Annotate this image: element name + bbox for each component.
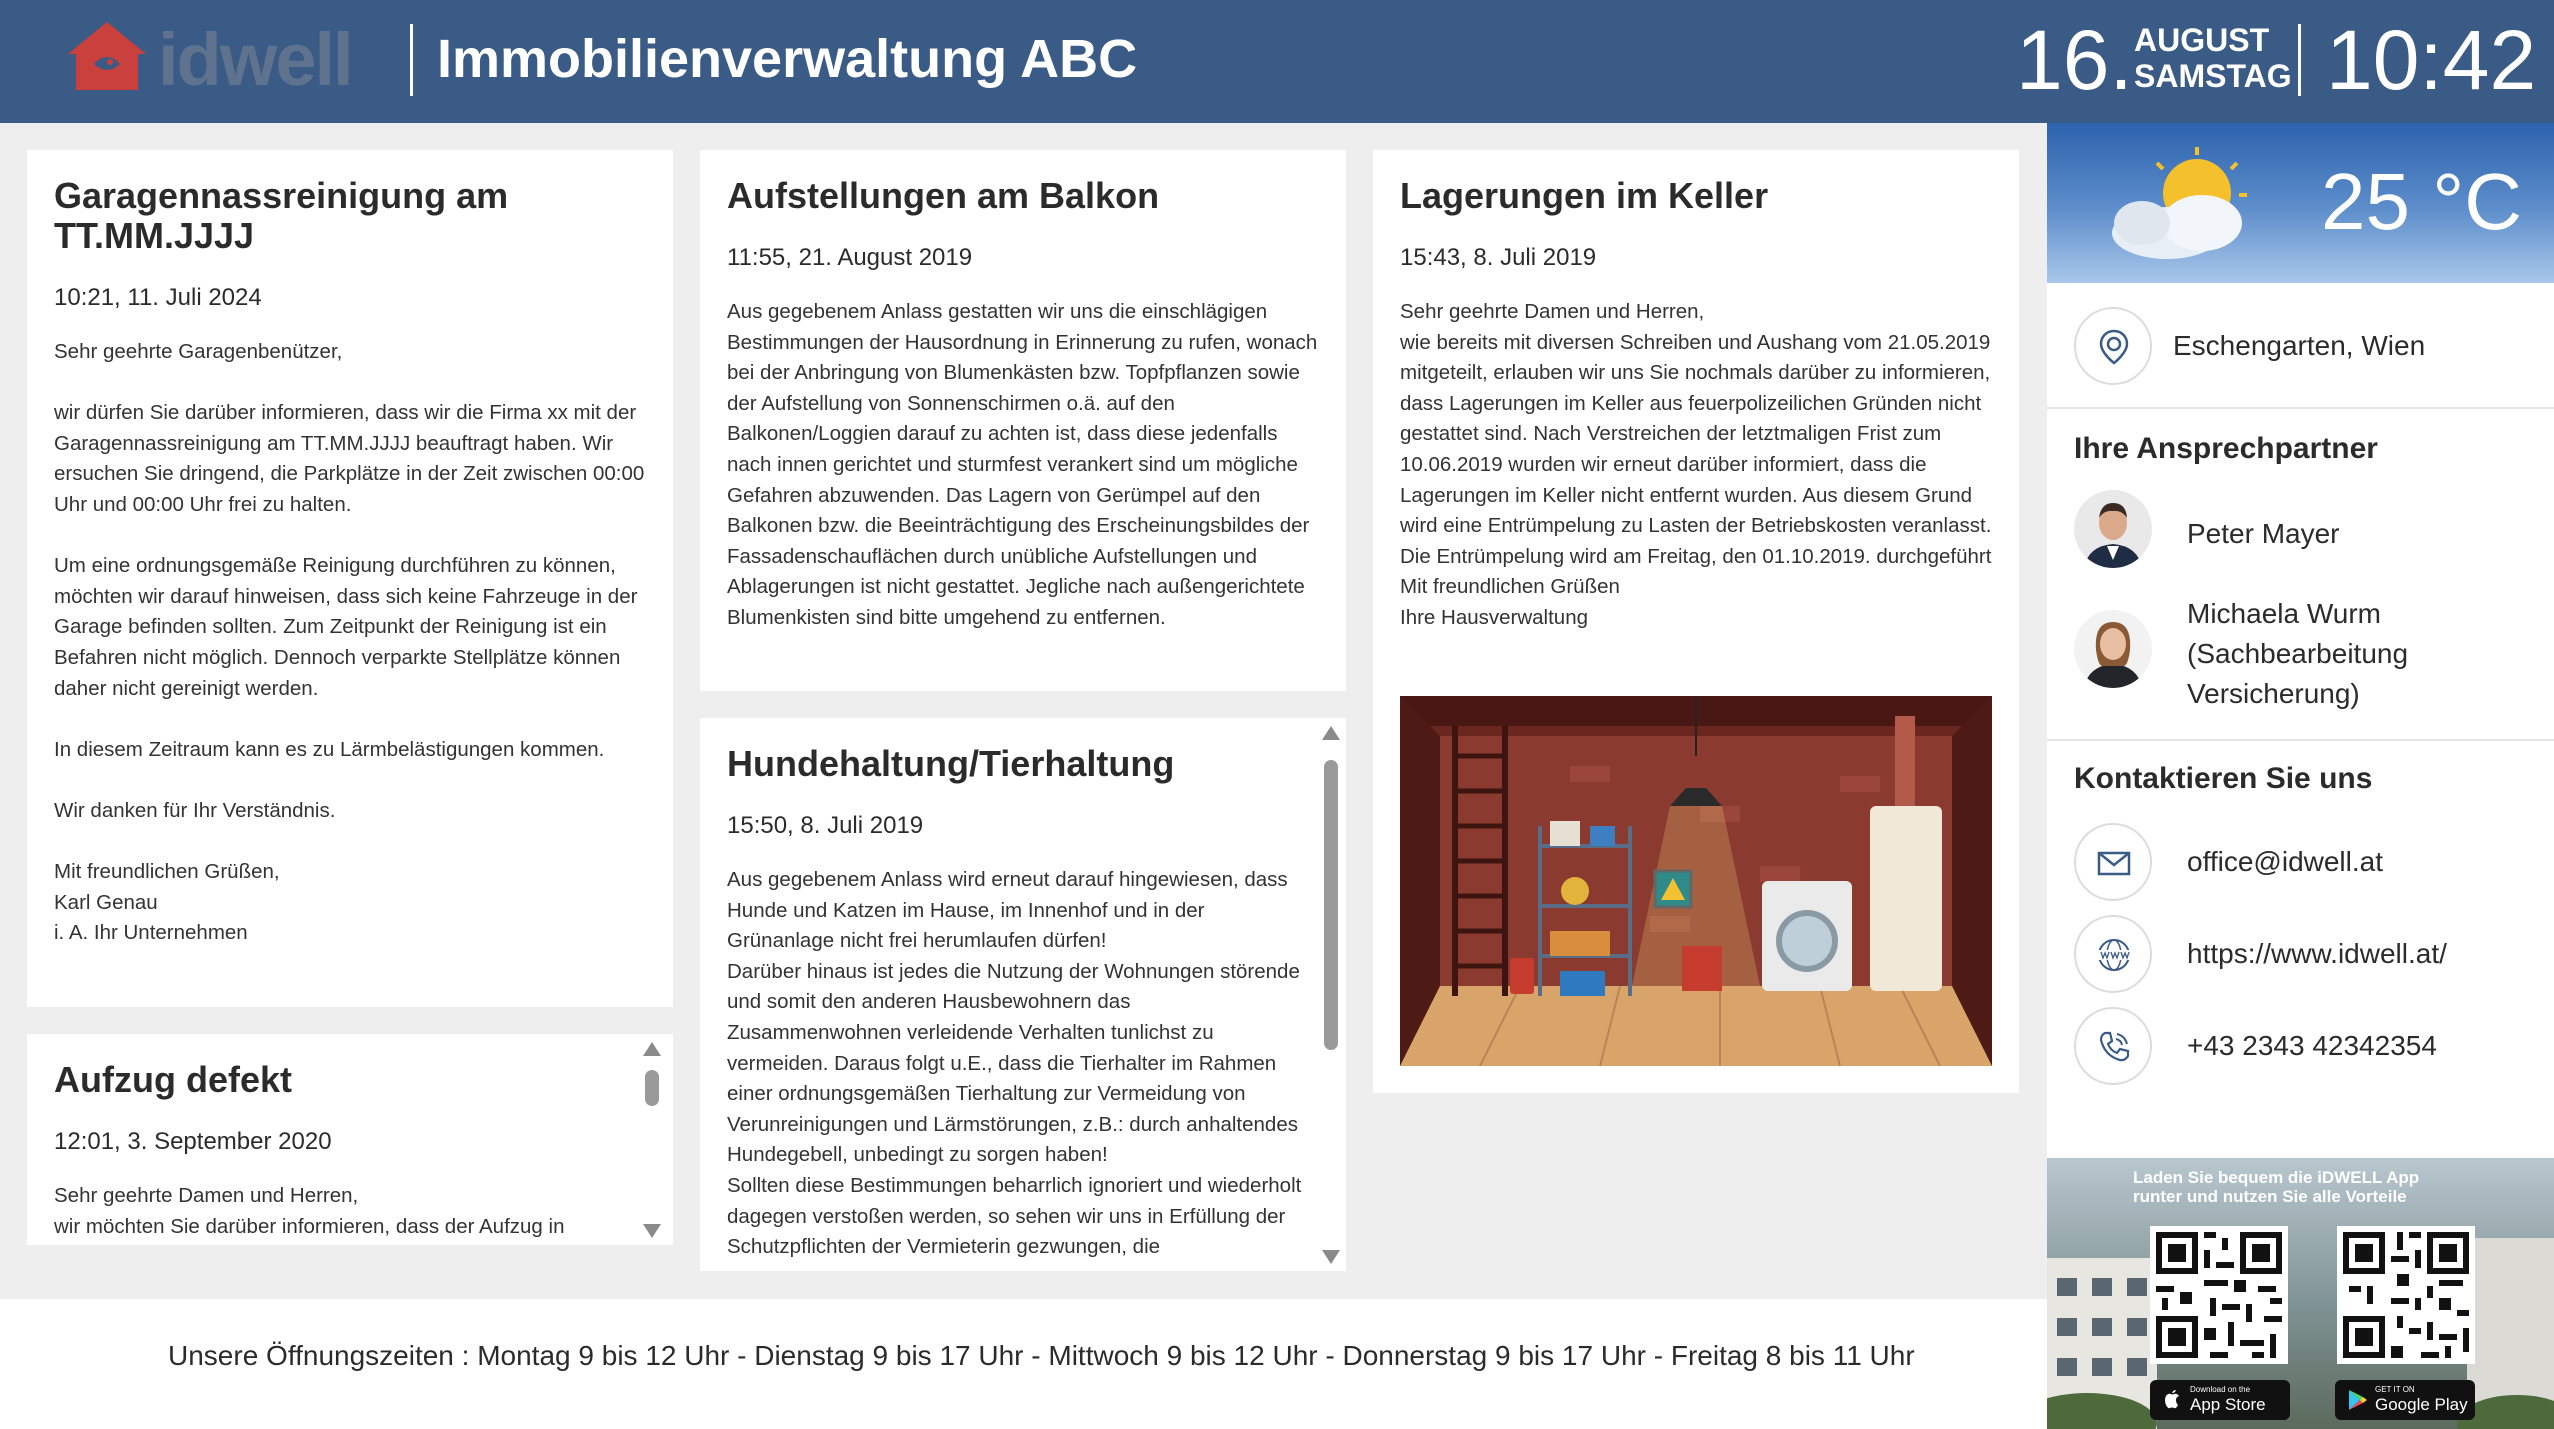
cellar-illustration xyxy=(1400,696,1992,1066)
post-card-keller[interactable] xyxy=(1373,150,2019,1093)
envelope-icon xyxy=(2095,844,2133,882)
googleplay-small-text: GET IT ON xyxy=(2375,1385,2415,1394)
header-divider-clock xyxy=(2298,24,2301,96)
qr-code-googleplay[interactable] xyxy=(2337,1226,2475,1364)
contact-name: Peter Mayer xyxy=(2187,518,2340,549)
date-weekday: SAMSTAG xyxy=(2134,58,2292,94)
appstore-big-text: App Store xyxy=(2190,1395,2266,1414)
qr-code-appstore[interactable] xyxy=(2150,1226,2288,1364)
scroll-up-arrow-icon[interactable] xyxy=(643,1042,661,1056)
post-body: Aus gegebenem Anlass wird erneut darauf hingewiesen, dass Hunde und Katzen im Hause, im Innenhof und in der Grünanlage nicht frei herumlaufen dürfen! Darüber hinaus ist jedes die Nutzung der Wohnungen störende und somit den anderen Hausbewohnern das Zusammenwohnen verleidende Verhalten tunlichst zu vermeiden. Daraus folgt u.E., dass die Tierhalter im Rahmen einer ordnungsgemäßen Tierhaltung zur Vermeidung von Verunreinigungen und Lärmstörungen, z.B.: durch anhaltendes Hundegebell, unbedingt zu sorgen haben! Sollten diese Bestimmungen beharrlich ignoriert und wiederholt dagegen verstoßen werden, so sehen wir uns in Erfüllung der Schutzpflichten der Vermieterin gezwungen, die xyxy=(727,868,1302,1259)
globe-www-icon xyxy=(2095,936,2133,974)
date-day: 16. xyxy=(2016,13,2133,107)
header-divider xyxy=(410,24,413,96)
post-body: Aus gegebenem Anlass gestatten wir uns die einschlägigen Bestimmungen der Hausordnung in Erinnerung zu rufen, wonach bei der Anbringung von Blumenkästen bzw. Topfpflanzen sowie der Aufstellung von Sonnenschirmen o.ä. auf den Balkonen/Loggien darauf zu achten ist, dass diese jedenfalls nach innen gerichtet und sturmfest verankert sind um mögliche Gefahren abzuwenden. Das Lagern von Gerümpel auf den Balkonen bzw. die Beeinträchtigung des Erscheinungsbildes der Fassadenschauflächen durch unübliche Aufstellungen und Ablagerungen ist nicht gestattet. Jegliche nach außengerichtete Blumenkisten sind bitte umgehend zu entfernen. xyxy=(727,300,1318,629)
sun-cloud-icon xyxy=(2097,143,2267,273)
house-logo-icon xyxy=(66,20,148,92)
qr-code-icon xyxy=(2337,1226,2475,1364)
post-date: 15:43, 8. Juli 2019 xyxy=(1400,244,1597,271)
apple-icon xyxy=(2160,1388,2184,1412)
post-title: Lagerungen im Keller xyxy=(1400,175,1769,216)
building-background-illustration xyxy=(2047,1218,2554,1429)
opening-hours-text: Unsere Öffnungszeiten : Montag 9 bis 12 Uhr - Dienstag 9 bis 17 Uhr - Mittwoch 9 bis 12 Uhr - Donnerstag 9 bis 17 Uhr - Freitag 8 bis 11 Uhr xyxy=(168,1340,1915,1371)
post-date: 11:55, 21. August 2019 xyxy=(727,244,973,271)
scrollbar[interactable] xyxy=(641,1042,663,1238)
phone-icon-circle[interactable] xyxy=(2074,1007,2152,1085)
divider xyxy=(2047,407,2554,409)
email-link[interactable]: office@idwell.at xyxy=(2187,846,2383,877)
post-title: Garagennassreinigung am TT.MM.JJJJ xyxy=(54,175,509,256)
appstore-small-text: Download on the xyxy=(2190,1385,2251,1394)
website-icon-circle[interactable] xyxy=(2074,915,2152,993)
scrollbar[interactable] xyxy=(1320,726,1342,1264)
weather-temperature: 25 °C xyxy=(2321,157,2522,246)
post-card-garage[interactable] xyxy=(27,150,673,1007)
phone-link[interactable]: +43 2343 42342354 xyxy=(2187,1030,2437,1061)
scroll-down-arrow-icon[interactable] xyxy=(643,1224,661,1238)
phone-icon xyxy=(2095,1028,2133,1066)
post-body: Sehr geehrte Garagenbenützer, wir dürfen Sie darüber informieren, dass wir die Firma xx mit der Garagennassreinigung am TT.MM.JJJJ beauftragt haben. Wir ersuchen Sie dringend, die Parkplätze in der Zeit zwischen 00:00 Uhr und 00:00 Uhr frei zu halten. Um eine ordnungsgemäße Reinigung durchführen zu können, möchten wir darauf hinweisen, dass sich keine Fahrzeuge in der Garage befinden sollten. Zum Zeitpunkt der Reinigung ist ein Befahren nicht möglich. Dennoch verparkte Stellplätze können daher nicht gereinigt werden. In diesem Zeitraum kann es zu Lärmbelästigungen kommen. Wir danken für Ihr Verständnis. Mit freundlichen Grüßen, Karl Genau i. A. Ihr Unternehmen xyxy=(54,340,645,945)
email-icon-circle[interactable] xyxy=(2074,823,2152,901)
person-photo-icon xyxy=(2074,490,2152,568)
contact-us-heading: Kontaktieren Sie uns xyxy=(2074,762,2373,795)
location-text: Eschengarten, Wien xyxy=(2173,330,2426,361)
scroll-thumb[interactable] xyxy=(645,1070,659,1106)
post-date: 15:50, 8. Juli 2019 xyxy=(727,812,924,839)
person-photo-icon xyxy=(2074,610,2152,688)
qr-code-icon xyxy=(2150,1226,2288,1364)
post-card-hunde[interactable] xyxy=(700,718,1346,1271)
appstore-button[interactable] xyxy=(2150,1380,2290,1420)
avatar-michaela-wurm xyxy=(2074,610,2152,688)
location-icon-circle xyxy=(2074,307,2152,385)
scroll-thumb[interactable] xyxy=(1324,760,1338,1050)
clock: 10:42 xyxy=(2326,13,2537,107)
scroll-down-arrow-icon[interactable] xyxy=(1322,1250,1340,1264)
post-body: Sehr geehrte Damen und Herren, wir möchten Sie darüber informieren, dass der Aufzug in xyxy=(54,1184,565,1238)
weather-widget xyxy=(2047,123,2554,283)
app-promo-banner xyxy=(2047,1158,2554,1429)
contact-name: Michaela Wurm (Sachbearbeitung Versicherung) xyxy=(2187,598,2409,709)
app-promo-text: Laden Sie bequem die iDWELL App runter und nutzen Sie alle Vorteile xyxy=(2133,1168,2420,1206)
google-play-icon xyxy=(2345,1388,2369,1412)
divider xyxy=(2047,739,2554,741)
header-bar xyxy=(0,0,2554,123)
post-title: Aufzug defekt xyxy=(54,1059,292,1100)
googleplay-button[interactable] xyxy=(2335,1380,2475,1420)
post-title: Hundehaltung/Tierhaltung xyxy=(727,743,1175,784)
post-card-balkon[interactable] xyxy=(700,150,1346,691)
idwell-logo xyxy=(66,18,366,101)
post-date: 10:21, 11. Juli 2024 xyxy=(54,284,262,311)
scroll-up-arrow-icon[interactable] xyxy=(1322,726,1340,740)
date-month: AUGUST xyxy=(2134,22,2270,58)
post-body: Sehr geehrte Damen und Herren, wie bereits mit diversen Schreiben und Aushang vom 21.05.2019 mitgeteilt, erlauben wir uns Sie nochmals darüber zu informieren, dass Lagerungen im Keller aus feuerpolizeilichen Gründen nicht gestattet sind. Nach Verstreichen der letztmaligen Frist zum 10.06.2019 wurden wir erneut darüber informiert, dass die Lagerungen im Keller nicht entfernt wurden. Aus diesem Grund wird eine Entrümpelung zu Lasten der Betriebskosten veranlasst. Die Entrümpelung wird am Freitag, den 01.10.2019. durchgeführt Mit freundlichen Grüßen Ihre Hausverwaltung xyxy=(1400,300,1992,629)
location-pin-icon xyxy=(2095,328,2133,366)
page-title: Immobilienverwaltung ABC xyxy=(437,29,1138,89)
post-title: Aufstellungen am Balkon xyxy=(727,175,1160,216)
website-link[interactable]: https://www.idwell.at/ xyxy=(2187,938,2447,969)
contacts-heading: Ihre Ansprechpartner xyxy=(2074,432,2378,465)
post-date: 12:01, 3. September 2020 xyxy=(54,1128,332,1155)
sidebar xyxy=(2047,123,2554,1429)
footer-bar xyxy=(0,1299,2047,1429)
googleplay-big-text: Google Play xyxy=(2375,1395,2468,1414)
post-card-aufzug[interactable] xyxy=(27,1034,673,1245)
logo-text: idwell xyxy=(158,18,352,101)
avatar-peter-mayer xyxy=(2074,490,2152,568)
